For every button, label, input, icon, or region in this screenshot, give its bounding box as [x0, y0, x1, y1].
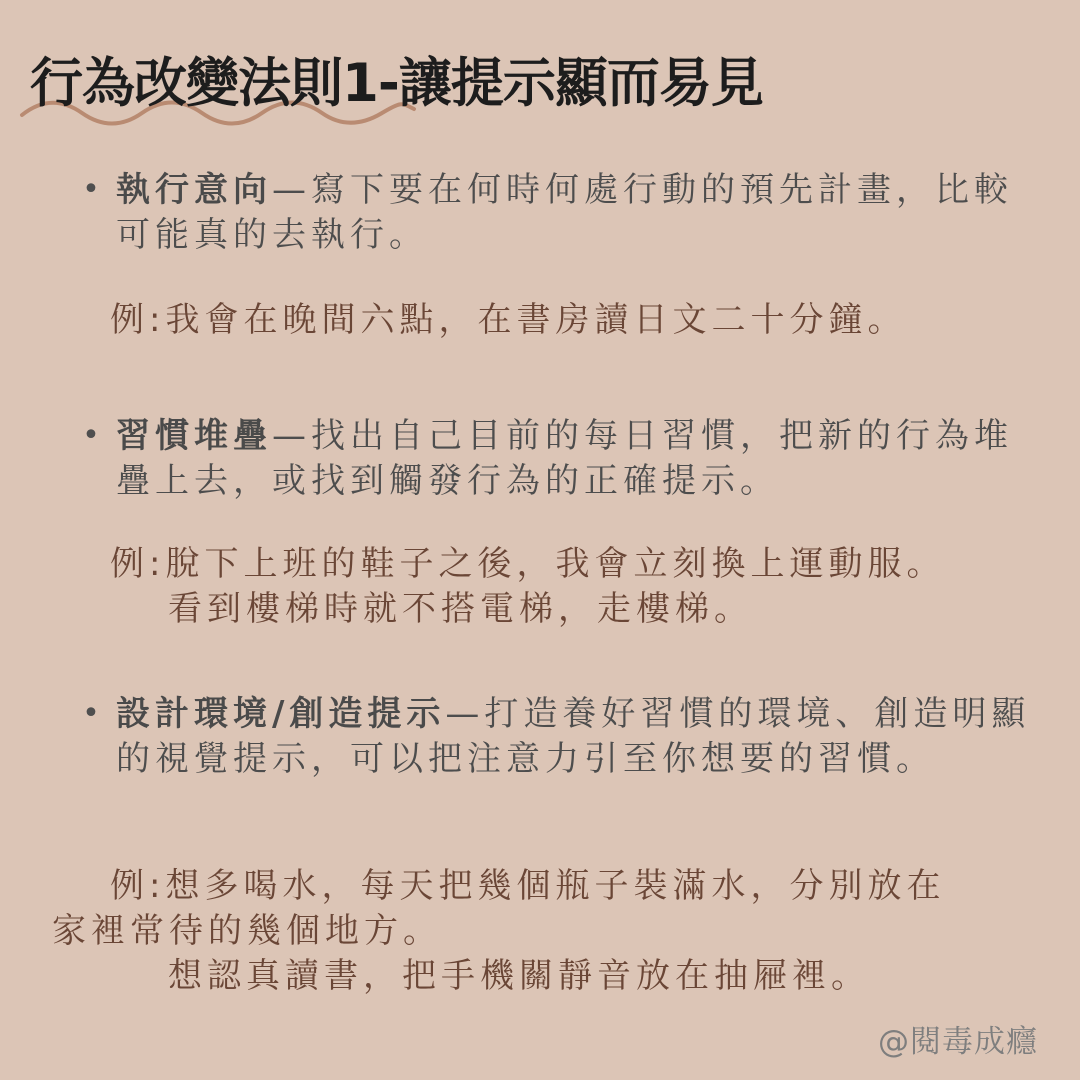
section-body: —打造養好習慣的環境、創造明顯的視覺提示，可以把注意力引至你想要的習慣。 — [116, 694, 1031, 779]
example-line: 例:我會在晚間六點，在書房讀日文二十分鐘。 — [110, 300, 907, 340]
section-heading: 設計環境/創造提示 — [116, 694, 446, 734]
example-line: 家裡常待的幾個地方。 — [52, 911, 442, 951]
example-line: 想認真讀書，把手機關靜音放在抽屜裡。 — [168, 956, 870, 996]
section-text — [116, 692, 1036, 782]
bullet-dot: • — [82, 418, 100, 453]
section-text — [116, 168, 1036, 258]
author-credit: @閱毒成癮 — [878, 1024, 1038, 1060]
section-body: —找出自己目前的每日習慣，把新的行為堆疊上去，或找到觸發行為的正確提示。 — [116, 416, 1013, 501]
page-title: 行為改變法則1-讓提示顯而易見 — [30, 53, 763, 114]
section-heading: 執行意向 — [116, 170, 272, 210]
example-line: 例:脫下上班的鞋子之後，我會立刻換上運動服。 — [110, 544, 946, 584]
example-line: 例:想多喝水，每天把幾個瓶子裝滿水，分別放在 — [110, 866, 946, 906]
section-heading: 習慣堆疊 — [116, 416, 272, 456]
bullet-dot: • — [82, 696, 100, 731]
section-text — [116, 414, 1036, 504]
bullet-dot: • — [82, 172, 100, 207]
example-line: 看到樓梯時就不搭電梯，走樓梯。 — [168, 589, 753, 629]
section-body: —寫下要在何時何處行動的預先計畫，比較可能真的去執行。 — [116, 170, 1013, 255]
